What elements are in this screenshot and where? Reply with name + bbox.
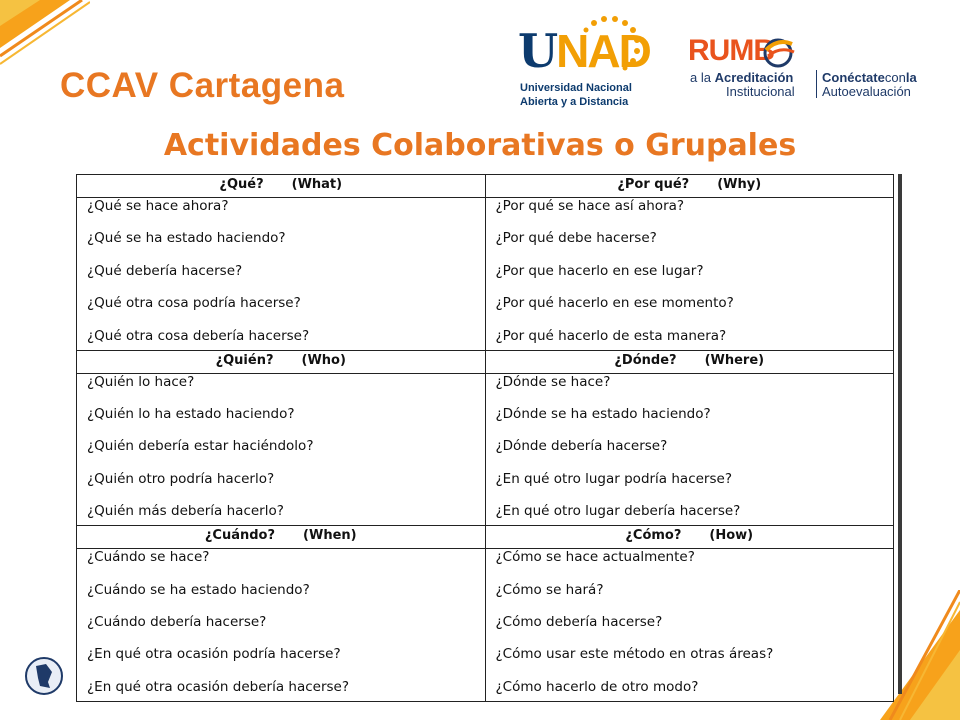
question-item: ¿Quién lo hace? [87, 373, 195, 390]
question-item: ¿Dónde debería hacerse? [495, 438, 668, 455]
table-body-row [77, 373, 894, 526]
question-item: ¿Cómo se hace actualmente? [495, 549, 695, 566]
question-item: ¿Dónde se hace? [495, 373, 611, 390]
table-body-row [77, 198, 894, 351]
rumbo-right-line-1: Conéctateconla [822, 70, 917, 85]
page-title: Actividades Colaborativas o Grupales [163, 128, 797, 163]
question-item: ¿Quién más debería hacerlo? [87, 503, 284, 520]
question-item: ¿Qué otra cosa debería hacerse? [87, 327, 310, 344]
header-cell-right [485, 350, 894, 373]
header-english: (How) [709, 528, 754, 544]
question-item: ¿Cómo usar este método en otras áreas? [495, 646, 774, 663]
rumbo-line-1: a la Acreditación [690, 70, 794, 85]
question-item: ¿Cuándo debería hacerse? [87, 613, 267, 630]
unad-logo [518, 16, 650, 108]
question-cell-left [77, 549, 486, 702]
header-question: ¿Quién? [215, 352, 274, 368]
question-cell-right [485, 198, 894, 351]
header-english: (Where) [704, 352, 765, 368]
question-item: ¿Qué se hace ahora? [87, 198, 229, 214]
question-item: ¿Quién otro podría hacerlo? [87, 470, 275, 487]
header-english: (Who) [301, 352, 346, 368]
header-english: (Why) [717, 177, 762, 192]
question-table [76, 174, 902, 694]
header-question: ¿Por qué? [617, 177, 690, 192]
header-question: ¿Qué? [219, 177, 264, 192]
question-item: ¿Por qué hacerlo de esta manera? [495, 327, 727, 344]
question-item: ¿En qué otro lugar debería hacerse? [495, 503, 741, 520]
question-item: ¿Cómo hacerlo de otro modo? [495, 678, 699, 695]
unad-wordmark: UNAD [518, 24, 650, 78]
question-cell-left [77, 198, 486, 351]
rumbo-logo [688, 34, 928, 104]
rumbo-wordmark: RUMB [688, 34, 774, 67]
question-item: ¿Qué otra cosa podría hacerse? [87, 295, 301, 312]
question-item: ¿Cómo debería hacerse? [495, 613, 663, 630]
table-body-row [77, 549, 894, 702]
header-question: ¿Dónde? [614, 352, 677, 368]
question-item: ¿En qué otro lugar podría hacerse? [495, 470, 732, 487]
question-item: ¿Dónde se ha estado haciendo? [495, 405, 711, 422]
unad-line-2: Abierta y a Distancia [520, 96, 629, 108]
rumbo-line-2: Institucional [726, 84, 795, 99]
five-w-table [76, 174, 894, 702]
question-cell-right [485, 549, 894, 702]
header-cell-right [485, 526, 894, 549]
question-item: ¿Por que hacerlo en ese lugar? [495, 262, 704, 279]
question-item: ¿Cuándo se hace? [87, 549, 210, 566]
question-cell-right [485, 373, 894, 526]
question-item: ¿Qué se ha estado haciendo? [87, 230, 286, 247]
campus-title: CCAV Cartagena [60, 66, 345, 105]
table-header-row [77, 526, 894, 549]
header-english: (When) [303, 528, 357, 544]
decorative-stripes-top-left [0, 0, 90, 70]
header-cell-left [77, 526, 486, 549]
unad-line-1: Universidad Nacional [520, 82, 632, 94]
header-question: ¿Cómo? [625, 528, 682, 544]
rumbo-right-line-2: Autoevaluación [822, 84, 911, 99]
header-cell-right [485, 175, 894, 198]
header-english: (What) [291, 177, 343, 192]
question-item: ¿En qué otra ocasión podría hacerse? [87, 646, 341, 663]
question-item: ¿Quién debería estar haciéndolo? [87, 438, 314, 455]
header-cell-left [77, 350, 486, 373]
question-cell-left [77, 373, 486, 526]
table-header-row [77, 350, 894, 373]
question-item: ¿Cómo se hará? [495, 581, 604, 598]
question-item: ¿Cuándo se ha estado haciendo? [87, 581, 310, 598]
table-header-row [77, 175, 894, 198]
colombia-emblem-icon [24, 656, 64, 696]
question-item: ¿En qué otra ocasión debería hacerse? [87, 678, 350, 695]
question-item: ¿Por qué se hace así ahora? [495, 198, 685, 214]
question-item: ¿Por qué hacerlo en ese momento? [495, 295, 734, 312]
header-cell-left [77, 175, 486, 198]
header-question: ¿Cuándo? [204, 528, 276, 544]
question-item: ¿Qué debería hacerse? [87, 262, 243, 279]
rumbo-divider [816, 70, 817, 98]
question-item: ¿Quién lo ha estado haciendo? [87, 405, 295, 422]
rumbo-swirl-icon [762, 36, 796, 68]
question-item: ¿Por qué debe hacerse? [495, 230, 657, 247]
